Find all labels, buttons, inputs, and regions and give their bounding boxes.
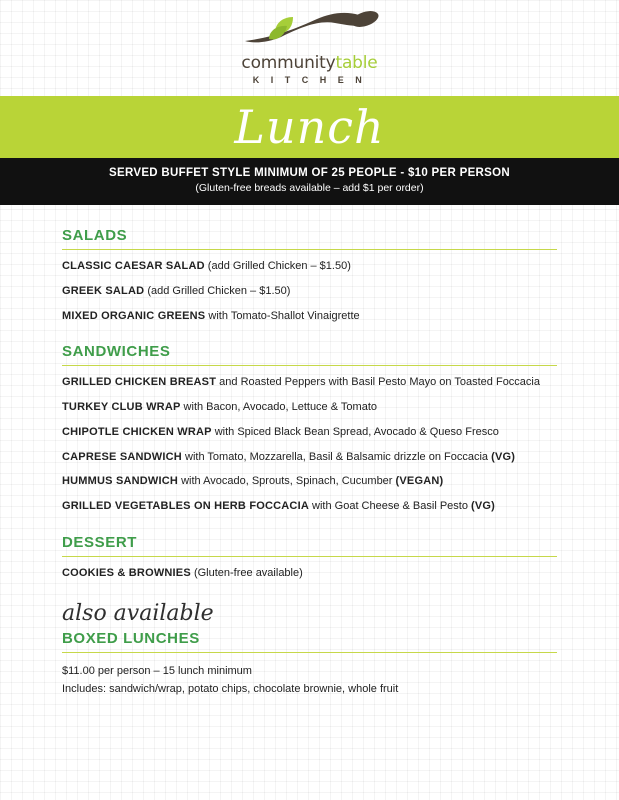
- menu-item-desc: and Roasted Peppers with Basil Pesto Mayo on Toasted Foccacia: [216, 376, 540, 389]
- section-heading: SALADS: [62, 227, 557, 250]
- section-dessert: [62, 534, 557, 581]
- menu-item: [62, 451, 557, 465]
- section-heading: SANDWICHES: [62, 343, 557, 366]
- section-heading: DESSERT: [62, 534, 557, 557]
- menu-item: [62, 500, 557, 514]
- menu-item: [62, 567, 557, 581]
- menu-item: [62, 401, 557, 415]
- menu-item-desc: (add Grilled Chicken – $1.50): [204, 260, 351, 272]
- page-title: Lunch: [234, 100, 385, 154]
- menu-body: [0, 205, 619, 699]
- menu-item-desc: with Spiced Black Bean Spread, Avocado & Queso Fresco: [211, 425, 499, 438]
- menu-item: [62, 426, 557, 440]
- menu-item-name: CLASSIC CAESAR SALAD: [62, 260, 205, 272]
- menu-item: [62, 475, 557, 489]
- menu-item-name: MIXED ORGANIC GREENS: [62, 309, 206, 322]
- menu-item-desc: with Tomato, Mozzarella, Basil & Balsamic drizzle on Foccacia: [181, 450, 492, 463]
- also-available-script-label: also available: [62, 600, 214, 626]
- menu-item-name: GRILLED CHICKEN BREAST: [62, 376, 217, 389]
- menu-item-name: CHIPOTLE CHICKEN WRAP: [62, 425, 212, 438]
- menu-item-name: HUMMUS SANDWICH: [62, 475, 179, 488]
- menu-item-desc: with Tomato-Shallot Vinaigrette: [205, 309, 360, 322]
- menu-item-name: COOKIES & BROWNIES: [62, 566, 191, 579]
- logo-subtitle: K I T C H E N: [252, 75, 367, 85]
- brand-logo: [225, 11, 395, 85]
- menu-item-tag: (VEGAN): [395, 475, 444, 488]
- menu-item: [62, 285, 557, 299]
- menu-item-desc: with Bacon, Avocado, Lettuce & Tomato: [180, 401, 377, 413]
- spoon-and-leaf-icon: [235, 11, 385, 47]
- menu-item-desc: with Goat Cheese & Basil Pesto: [308, 500, 472, 512]
- boxed-lunch-details: [62, 663, 557, 699]
- notice-band: [0, 158, 619, 205]
- notice-line-2: (Gluten-free breads available – add $1 per order): [195, 182, 424, 194]
- section-heading: BOXED LUNCHES: [62, 630, 557, 653]
- logo-word-community: community: [241, 53, 336, 73]
- menu-item-desc: (Gluten-free available): [190, 566, 303, 579]
- menu-item-tag: (VG): [471, 500, 496, 512]
- menu-item: [62, 260, 557, 274]
- title-band: [0, 96, 619, 158]
- menu-item: [62, 376, 557, 390]
- menu-item-name: GRILLED VEGETABLES ON HERB FOCCACIA: [62, 500, 309, 512]
- section-sandwiches: [62, 343, 557, 514]
- logo-word-table: table: [335, 53, 378, 73]
- boxed-lunch-price: $11.00 per person – 15 lunch minimum: [62, 664, 252, 677]
- logo-area: [0, 0, 619, 96]
- menu-item-desc: (add Grilled Chicken – $1.50): [144, 284, 291, 297]
- menu-item-name: GREEK SALAD: [62, 284, 145, 297]
- notice-line-1: SERVED BUFFET STYLE MINIMUM OF 25 PEOPLE - $10 PER PERSON: [109, 167, 510, 179]
- boxed-lunch-includes: Includes: sandwich/wrap, potato chips, chocolate brownie, whole fruit: [62, 683, 399, 696]
- menu-item-tag: (VG): [491, 450, 516, 463]
- section-salads: [62, 227, 557, 323]
- menu-item: [62, 310, 557, 324]
- section-also-available: [62, 601, 557, 699]
- logo-wordmark: [241, 53, 377, 73]
- menu-item-name: CAPRESE SANDWICH: [62, 450, 182, 463]
- menu-item-desc: with Avocado, Sprouts, Spinach, Cucumber: [178, 475, 396, 488]
- menu-item-name: TURKEY CLUB WRAP: [62, 401, 181, 413]
